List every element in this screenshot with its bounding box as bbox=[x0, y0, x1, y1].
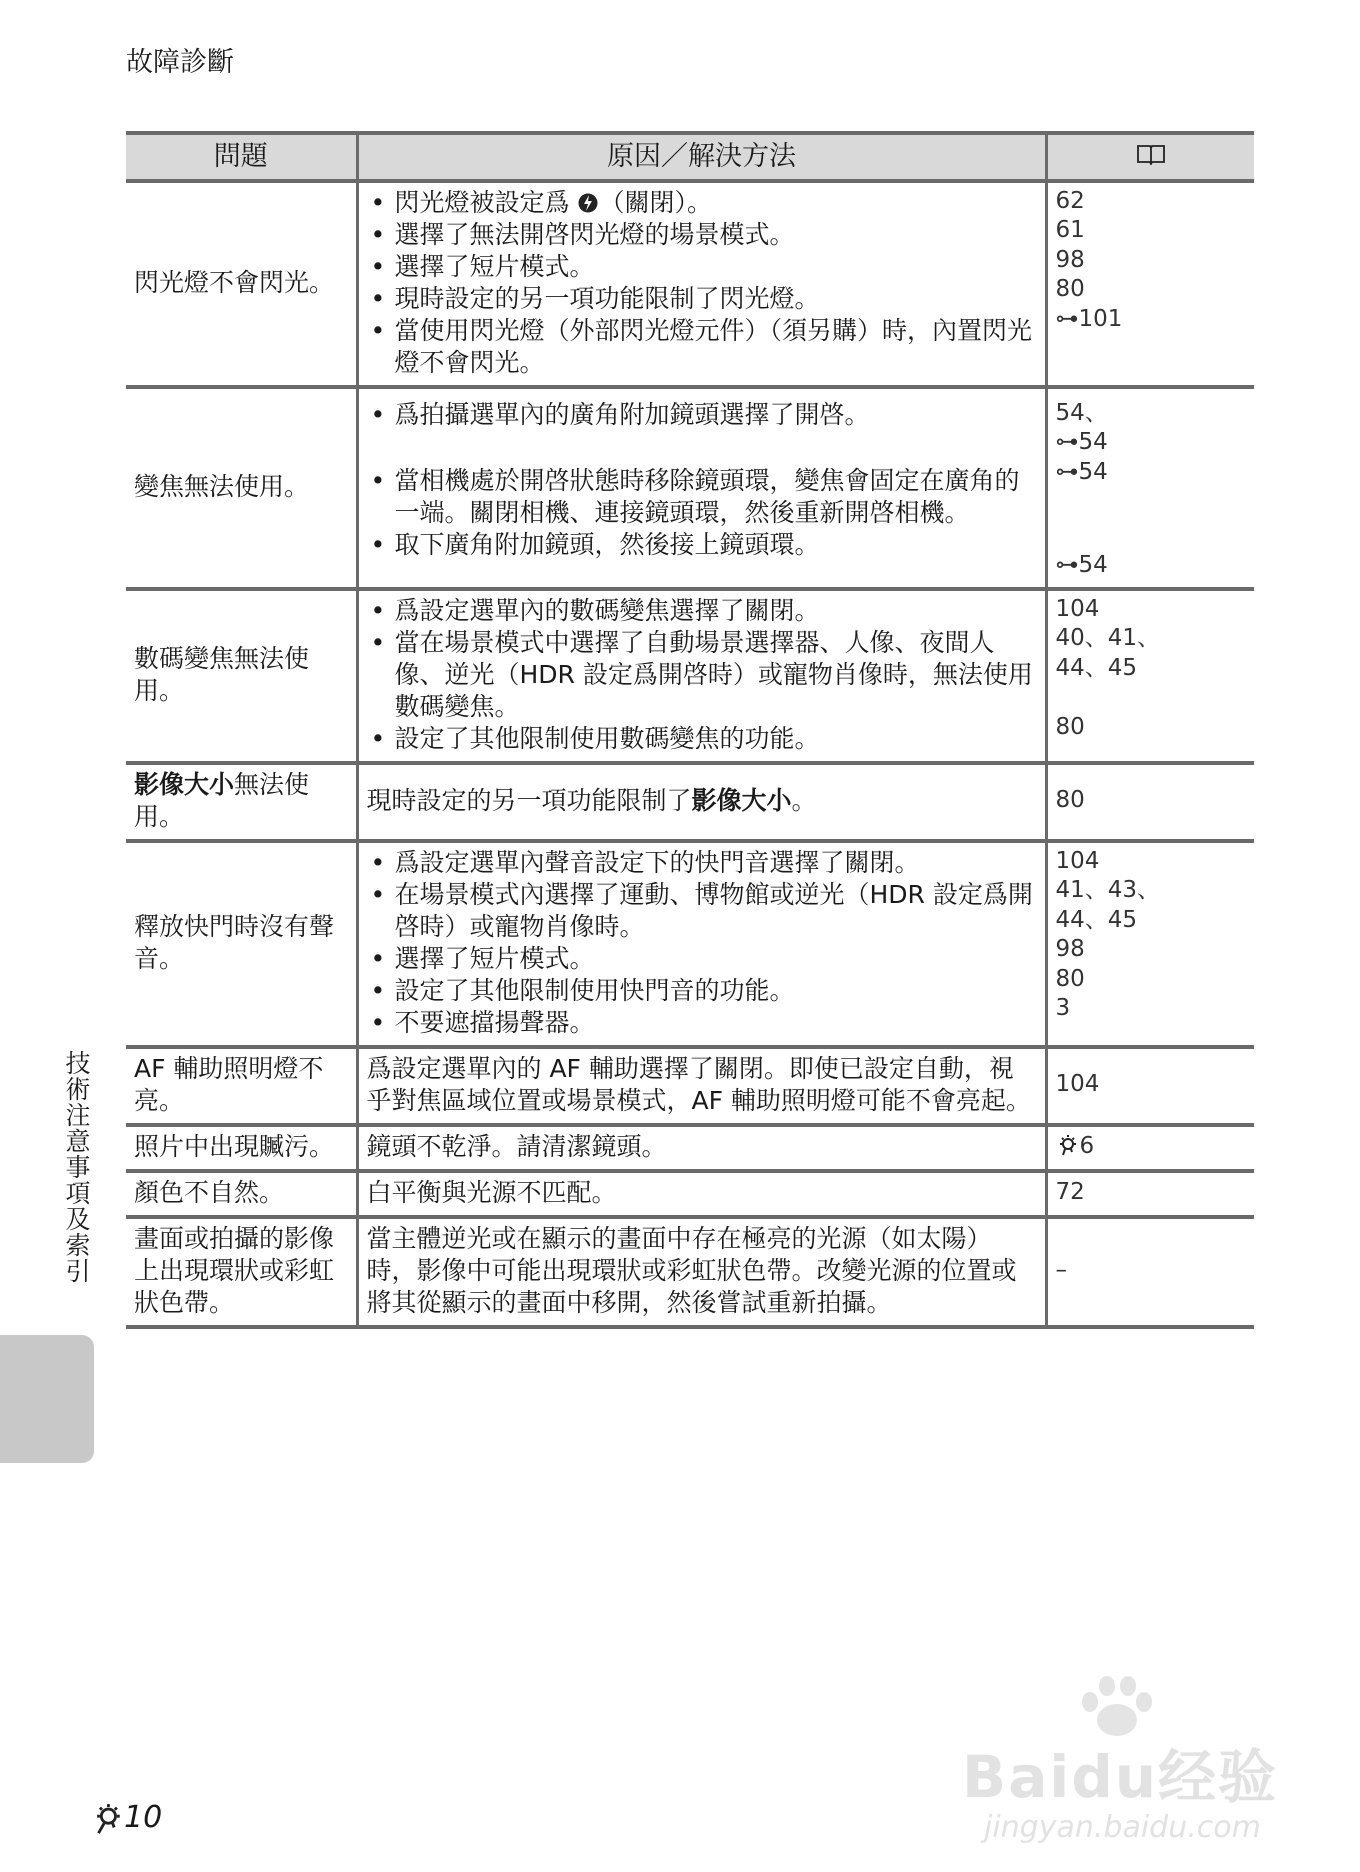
cause-item: • 現時設定的另一項功能限制了閃光燈。 bbox=[367, 283, 1037, 315]
page-ref: ⊶54 bbox=[1055, 458, 1108, 485]
page-ref: 98 bbox=[1055, 246, 1085, 273]
troubleshooting-table bbox=[126, 131, 1254, 1329]
page-ref: 80 bbox=[1055, 276, 1085, 303]
page-cell bbox=[1046, 1047, 1254, 1125]
page-cell bbox=[1046, 1217, 1254, 1327]
cause-item: • 設定了其他限制使用快門音的功能。 bbox=[367, 975, 1037, 1007]
cause-cell bbox=[357, 763, 1046, 841]
page-ref: 104 bbox=[1055, 595, 1100, 622]
cause-item bbox=[367, 187, 1037, 219]
header-page bbox=[1046, 133, 1254, 181]
problem-cell: 釋放快門時沒有聲音。 bbox=[126, 841, 357, 1047]
page-ref: 54、 bbox=[1055, 400, 1108, 426]
flash-off-icon bbox=[577, 188, 599, 217]
cause-item: • 爲設定選單內的數碼變焦選擇了關閉。 bbox=[367, 595, 1037, 627]
footer-page-number bbox=[90, 1800, 162, 1836]
watermark-main: Baidu经验 bbox=[962, 1743, 1279, 1811]
page-ref: ⊶54 bbox=[1055, 429, 1108, 456]
page-ref: ⊶101 bbox=[1055, 305, 1123, 332]
cause-item: • 設定了其他限制使用數碼變焦的功能。 bbox=[367, 723, 1037, 755]
table-row bbox=[126, 1125, 1254, 1171]
page-ref: ⊶54 bbox=[1055, 552, 1108, 579]
cause-item: • 當相機處於開啓狀態時移除鏡頭環，變焦會固定在廣角的一端。關閉相機、連接鏡頭環，然後重新開啓相機。 bbox=[367, 465, 1037, 529]
page-ref: 104 bbox=[1055, 1071, 1100, 1098]
page-cell bbox=[1046, 1171, 1254, 1217]
cause-text: 現時設定的另一項功能限制了 bbox=[366, 785, 692, 815]
table-row bbox=[126, 1217, 1254, 1327]
page-ref: – bbox=[1055, 1257, 1067, 1284]
page-ref: 3 bbox=[1055, 994, 1071, 1021]
page-cell bbox=[1046, 589, 1254, 763]
problem-bold: 影像大小 bbox=[134, 769, 235, 799]
technical-notes-icon bbox=[1056, 1133, 1080, 1159]
cause-item: • 選擇了短片模式。 bbox=[367, 943, 1037, 975]
page-ref: 104 bbox=[1055, 847, 1100, 874]
table-row bbox=[126, 1171, 1254, 1217]
page-ref: 6 bbox=[1079, 1133, 1095, 1160]
problem-cell: 照片中出現贓污。 bbox=[126, 1125, 357, 1171]
book-icon bbox=[1136, 140, 1166, 175]
cause-cell: 爲設定選單內的 AF 輔助選擇了關閉。即使已設定自動，視乎對焦區域位置或場景模式，AF 輔助照明燈可能不會亮起。 bbox=[357, 1047, 1046, 1125]
page-cell bbox=[1046, 763, 1254, 841]
header-cause: 原因／解決方法 bbox=[357, 133, 1046, 181]
problem-cell: 數碼變焦無法使用。 bbox=[126, 589, 357, 763]
table-header-row bbox=[126, 133, 1254, 181]
cause-item: • 選擇了無法開啓閃光燈的場景模式。 bbox=[367, 219, 1037, 251]
page-cell bbox=[1046, 181, 1254, 387]
cause-bold: 影像大小 bbox=[691, 785, 792, 815]
section-tab bbox=[0, 1335, 94, 1463]
page-cell bbox=[1046, 841, 1254, 1047]
watermark bbox=[962, 1672, 1302, 1852]
page-ref: 80 bbox=[1055, 965, 1085, 992]
problem-cell: 閃光燈不會閃光。 bbox=[126, 181, 357, 387]
problem-cell: AF 輔助照明燈不亮。 bbox=[126, 1047, 357, 1125]
page-ref: 40、41、 bbox=[1055, 625, 1161, 652]
cause-text: （關閉）。 bbox=[599, 188, 712, 217]
problem-text: 無法使用。 bbox=[134, 769, 310, 831]
cause-item: • 當使用閃光燈（外部閃光燈元件）（須另購）時，內置閃光燈不會閃光。 bbox=[367, 315, 1037, 379]
table-row bbox=[126, 763, 1254, 841]
cause-item: • 當在場景模式中選擇了自動場景選擇器、人像、夜間人像、逆光（HDR 設定爲開啓時）或寵物肖像時，無法使用數碼變焦。 bbox=[367, 627, 1037, 723]
problem-cell: 畫面或拍攝的影像上出現環狀或彩虹狀色帶。 bbox=[126, 1217, 357, 1327]
cause-item: • 爲設定選單內聲音設定下的快門音選擇了關閉。 bbox=[367, 847, 1037, 879]
header-problem: 問題 bbox=[126, 133, 357, 181]
cause-text: 。 bbox=[791, 785, 817, 815]
cause-item: • 爲拍攝選單內的廣角附加鏡頭選擇了開啓。 bbox=[367, 399, 1037, 431]
page-ref: 80 bbox=[1055, 787, 1085, 814]
page-ref: 44、45 bbox=[1055, 654, 1138, 681]
problem-cell: 變焦無法使用。 bbox=[126, 387, 357, 589]
page-ref: 44、45 bbox=[1055, 906, 1138, 933]
section-side-label: 技術注意事項及索引 bbox=[62, 1050, 91, 1284]
page-number: 10 bbox=[124, 1800, 163, 1835]
page-ref: 41、43、 bbox=[1055, 877, 1161, 904]
table-row bbox=[126, 1047, 1254, 1125]
watermark-url: jingyan.baidu.com bbox=[984, 1810, 1261, 1845]
page-ref: 72 bbox=[1055, 1179, 1085, 1206]
table-row bbox=[126, 841, 1254, 1047]
problem-cell bbox=[126, 763, 357, 841]
table-row bbox=[126, 387, 1254, 589]
page-cell bbox=[1046, 1125, 1254, 1171]
table-row bbox=[126, 181, 1254, 387]
cause-item: • 取下廣角附加鏡頭，然後接上鏡頭環。 bbox=[367, 529, 1037, 561]
problem-cell: 顏色不自然。 bbox=[126, 1171, 357, 1217]
cause-item: • 不要遮擋揚聲器。 bbox=[367, 1007, 1037, 1039]
technical-notes-icon bbox=[90, 1800, 124, 1835]
page-ref: 61 bbox=[1055, 217, 1085, 244]
cause-cell: 鏡頭不乾淨。請清潔鏡頭。 bbox=[357, 1125, 1046, 1171]
cause-text: 閃光燈被設定爲 bbox=[394, 188, 578, 217]
cause-cell bbox=[357, 387, 1046, 589]
table-row bbox=[126, 589, 1254, 763]
cause-item: • 選擇了短片模式。 bbox=[367, 251, 1037, 283]
page-title: 故障診斷 bbox=[126, 47, 234, 78]
cause-cell: 白平衡與光源不匹配。 bbox=[357, 1171, 1046, 1217]
page-ref: 80 bbox=[1055, 714, 1085, 741]
page-cell bbox=[1046, 387, 1254, 589]
page-ref: 62 bbox=[1055, 188, 1085, 214]
page-ref: 98 bbox=[1055, 936, 1085, 963]
cause-cell: 當主體逆光或在顯示的畫面中存在極亮的光源（如太陽）時，影像中可能出現環狀或彩虹狀色帶。改變光源的位置或將其從顯示的畫面中移開，然後嘗試重新拍攝。 bbox=[357, 1217, 1046, 1327]
cause-cell bbox=[357, 841, 1046, 1047]
cause-cell bbox=[357, 181, 1046, 387]
cause-item: • 在場景模式內選擇了運動、博物館或逆光（HDR 設定爲開啓時）或寵物肖像時。 bbox=[367, 879, 1037, 943]
cause-cell bbox=[357, 589, 1046, 763]
